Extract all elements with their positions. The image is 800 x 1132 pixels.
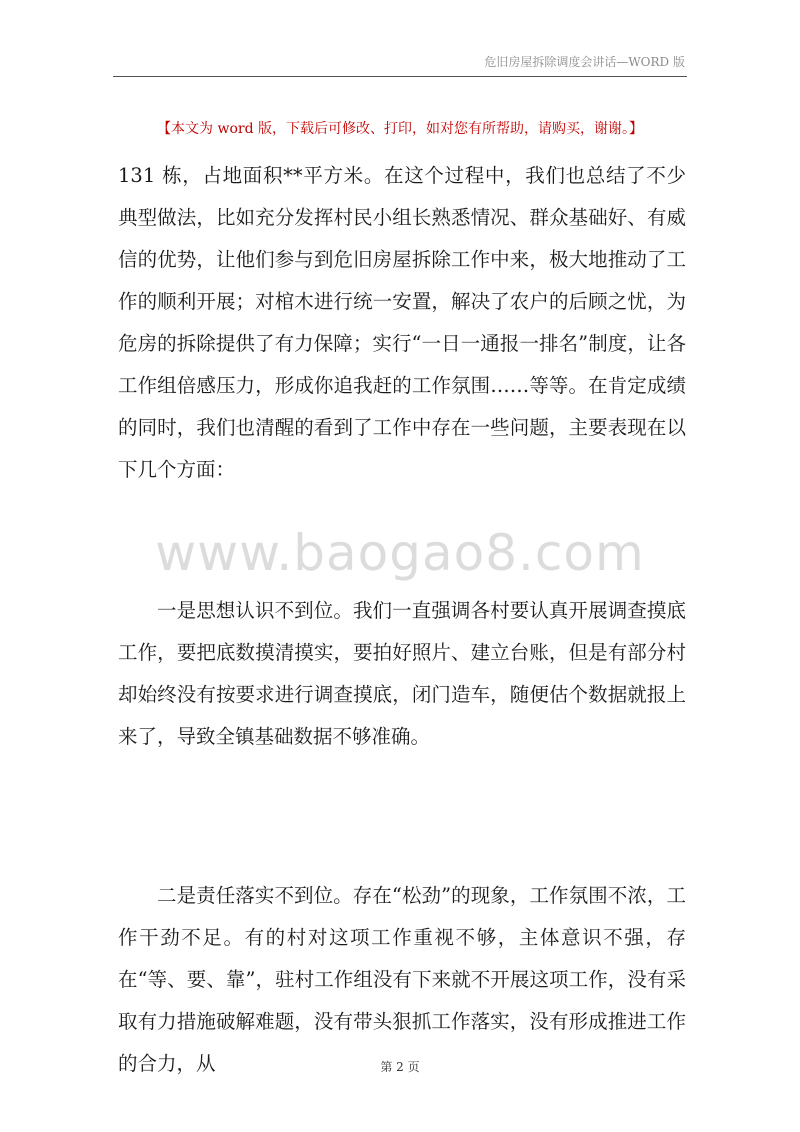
body-paragraph-3: 二是责任落实不到位。存在“松劲”的现象，工作氛围不浓，工作干劲不足。有的村对这项工作重视不够，主体意识不强，存在“等、要、靠”，驻村工作组没有下来就不开展这项工作，没有采取有力措施破解难题，没有带头狠抓工作落实，没有形成推进工作的合力，从 bbox=[118, 884, 686, 1075]
watermark: www.baogao8.com bbox=[155, 524, 645, 582]
page-number: 第 2 页 bbox=[380, 1060, 420, 1074]
running-header: 危旧房屋拆除调度会讲话—WORD 版 bbox=[484, 55, 685, 69]
download-notice: 【本文为 word 版，下载后可修改、打印，如对您有所帮助，请购买，谢谢。】 bbox=[157, 121, 643, 137]
body-paragraph-1: 131 栋，占地面积**平方米。在这个过程中，我们也总结了不少典型做法，比如充分发挥村民小组长熟悉情况、群众基础好、有威信的优势，让他们参与到危旧房屋拆除工作中来，极大地推动了工作的顺利开展；对棺木进行统一安置，解决了农户的后顾之忧，为危房的拆除提供了有力保障；实行“一日一通报一排名”制度，让各工作组倍感压力，形成你追我赶的工作氛围……等等。在肯定成绩的同时，我们也清醒的看到了工作中存在一些问题，主要表现在以下几个方面： bbox=[118, 164, 686, 481]
body-paragraph-2: 一是思想认识不到位。我们一直强调各村要认真开展调查摸底工作，要把底数摸清摸实，要拍好照片、建立台账，但是有部分村却始终没有按要求进行调查摸底，闭门造车，随便估个数据就报上来了，导致全镇基础数据不够准确。 bbox=[118, 599, 686, 748]
header-divider bbox=[113, 76, 687, 77]
